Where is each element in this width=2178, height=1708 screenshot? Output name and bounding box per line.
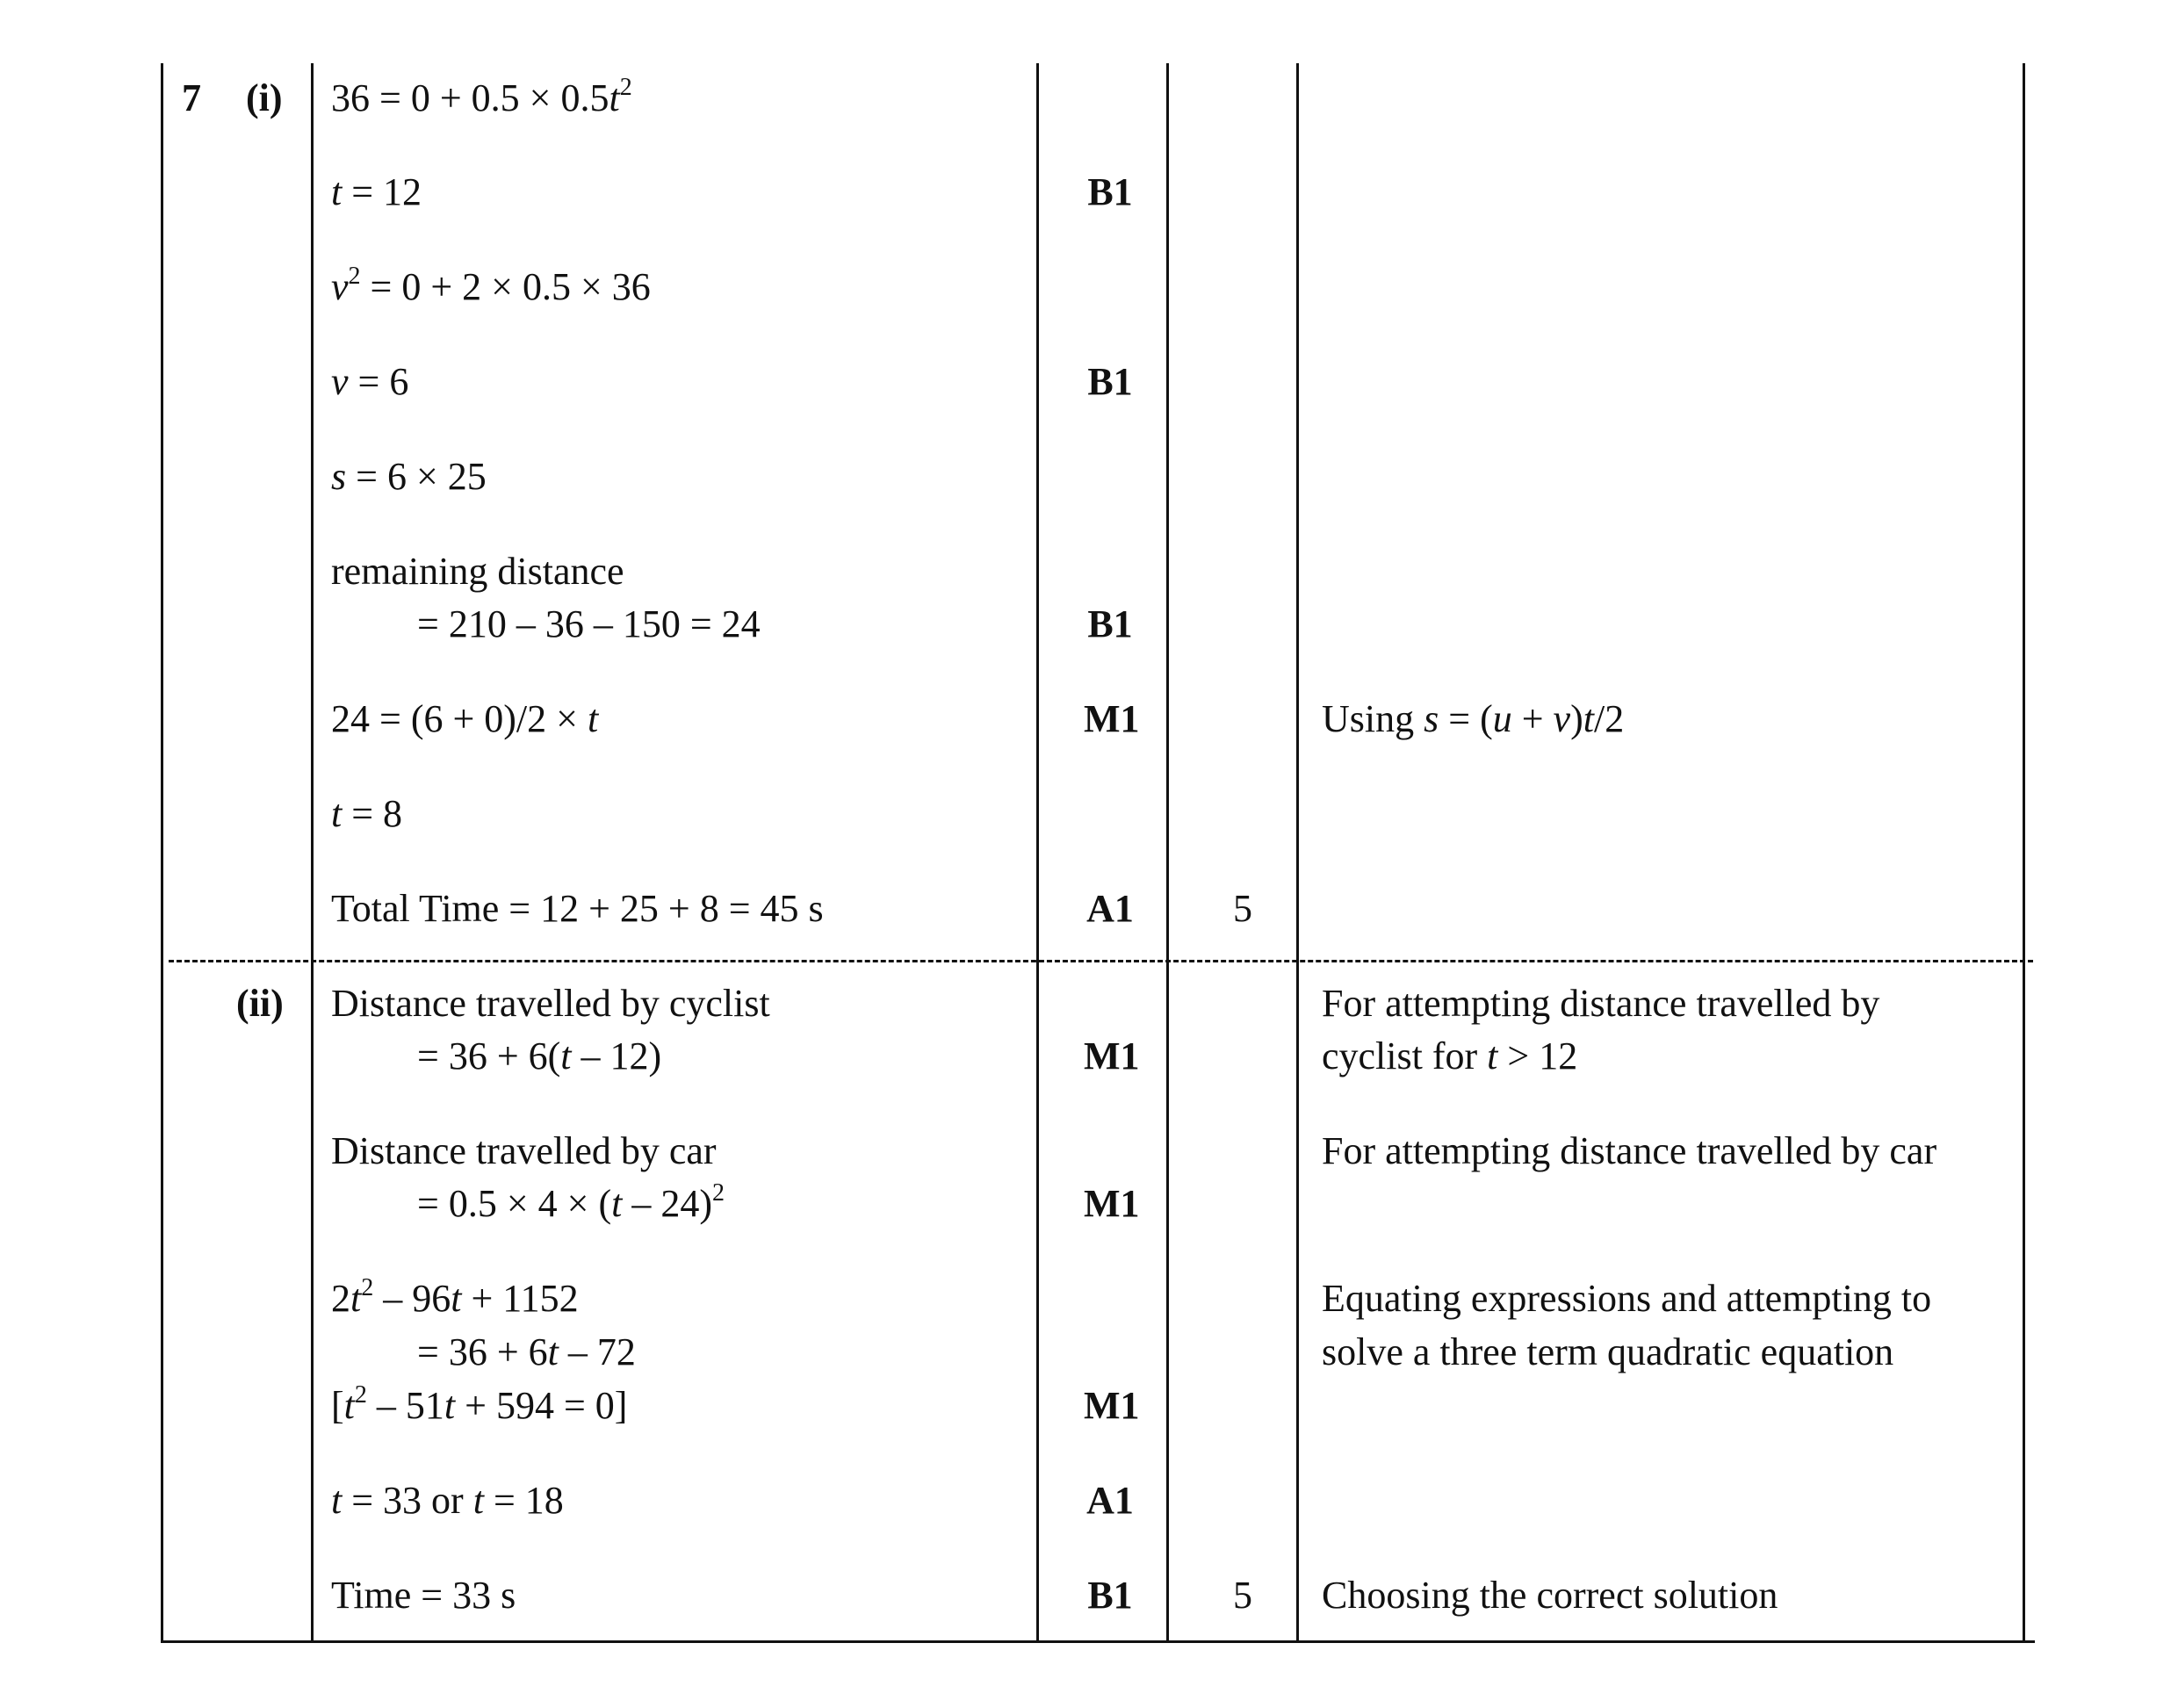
part-separator bbox=[169, 960, 2033, 962]
working-line: t = 33 or t = 18 bbox=[331, 1479, 564, 1522]
mark-award: A1 bbox=[1086, 1479, 1134, 1522]
part-total: 5 bbox=[1233, 1574, 1252, 1617]
question-number: 7 bbox=[182, 76, 201, 119]
column-rule-total bbox=[1166, 63, 1169, 1642]
working-line: Total Time = 12 + 25 + 8 = 45 s bbox=[331, 887, 824, 930]
working-line: $v^2 = 0 + 2 \times 0.5 \times 36$ bbox=[331, 263, 651, 308]
working-line: Distance travelled by car bbox=[331, 1129, 717, 1172]
mark-award: M1 bbox=[1084, 1034, 1140, 1077]
guidance-note: Equating expressions and attempting to bbox=[1322, 1277, 1932, 1320]
table-border-right bbox=[2023, 63, 2025, 1642]
working-line: t = 8 bbox=[331, 792, 403, 835]
working-line: = 36 + 6t – 72 bbox=[417, 1330, 636, 1373]
table-border-bottom bbox=[161, 1640, 2035, 1643]
working-line: = 36 + 6(t – 12) bbox=[417, 1034, 662, 1077]
working-line: v = 6 bbox=[331, 360, 409, 403]
working-line: remaining distance bbox=[331, 550, 624, 593]
mark-award: A1 bbox=[1086, 887, 1134, 930]
part-total: 5 bbox=[1233, 887, 1252, 930]
working-line: Distance travelled by cyclist bbox=[331, 982, 770, 1025]
working-line: $[t^2 - 51t + 594 = 0]$ bbox=[331, 1381, 628, 1427]
guidance-note: cyclist for t > 12 bbox=[1322, 1034, 1578, 1077]
column-rule-note bbox=[1296, 63, 1299, 1642]
guidance-note: Using s = (u + v)t/2 bbox=[1322, 697, 1625, 740]
part-label-ii: (ii) bbox=[236, 982, 284, 1025]
working-line: t = 12 bbox=[331, 170, 422, 213]
guidance-note: For attempting distance travelled by bbox=[1322, 982, 1880, 1025]
working-line: Time = 33 s bbox=[331, 1574, 516, 1617]
working-line: $2t^2 - 96t + 1152$ bbox=[331, 1274, 579, 1320]
mark-award: B1 bbox=[1087, 1574, 1133, 1617]
working-line: = 0.5 × 4 × (t – 24)$^2$ bbox=[417, 1179, 725, 1225]
working-line: 24 = (6 + 0)/2 × t bbox=[331, 697, 599, 740]
mark-award: M1 bbox=[1084, 1182, 1140, 1225]
part-label-i: (i) bbox=[246, 76, 283, 119]
mark-award: B1 bbox=[1087, 602, 1133, 645]
guidance-note: Choosing the correct solution bbox=[1322, 1574, 1778, 1617]
table-border-left bbox=[161, 63, 163, 1642]
column-rule-work bbox=[311, 63, 314, 1642]
mark-award: B1 bbox=[1087, 170, 1133, 213]
mark-award: M1 bbox=[1084, 697, 1140, 740]
mark-award: B1 bbox=[1087, 360, 1133, 403]
column-rule-mark bbox=[1036, 63, 1039, 1642]
working-line: s = 6 × 25 bbox=[331, 455, 487, 498]
guidance-note: For attempting distance travelled by car bbox=[1322, 1129, 1937, 1172]
mark-award: M1 bbox=[1084, 1384, 1140, 1427]
working-line: $36 = 0 + 0.5 \times 0.5t^2$ bbox=[331, 74, 632, 119]
working-line: = 210 – 36 – 150 = 24 bbox=[417, 602, 761, 645]
guidance-note: solve a three term quadratic equation bbox=[1322, 1330, 1894, 1373]
